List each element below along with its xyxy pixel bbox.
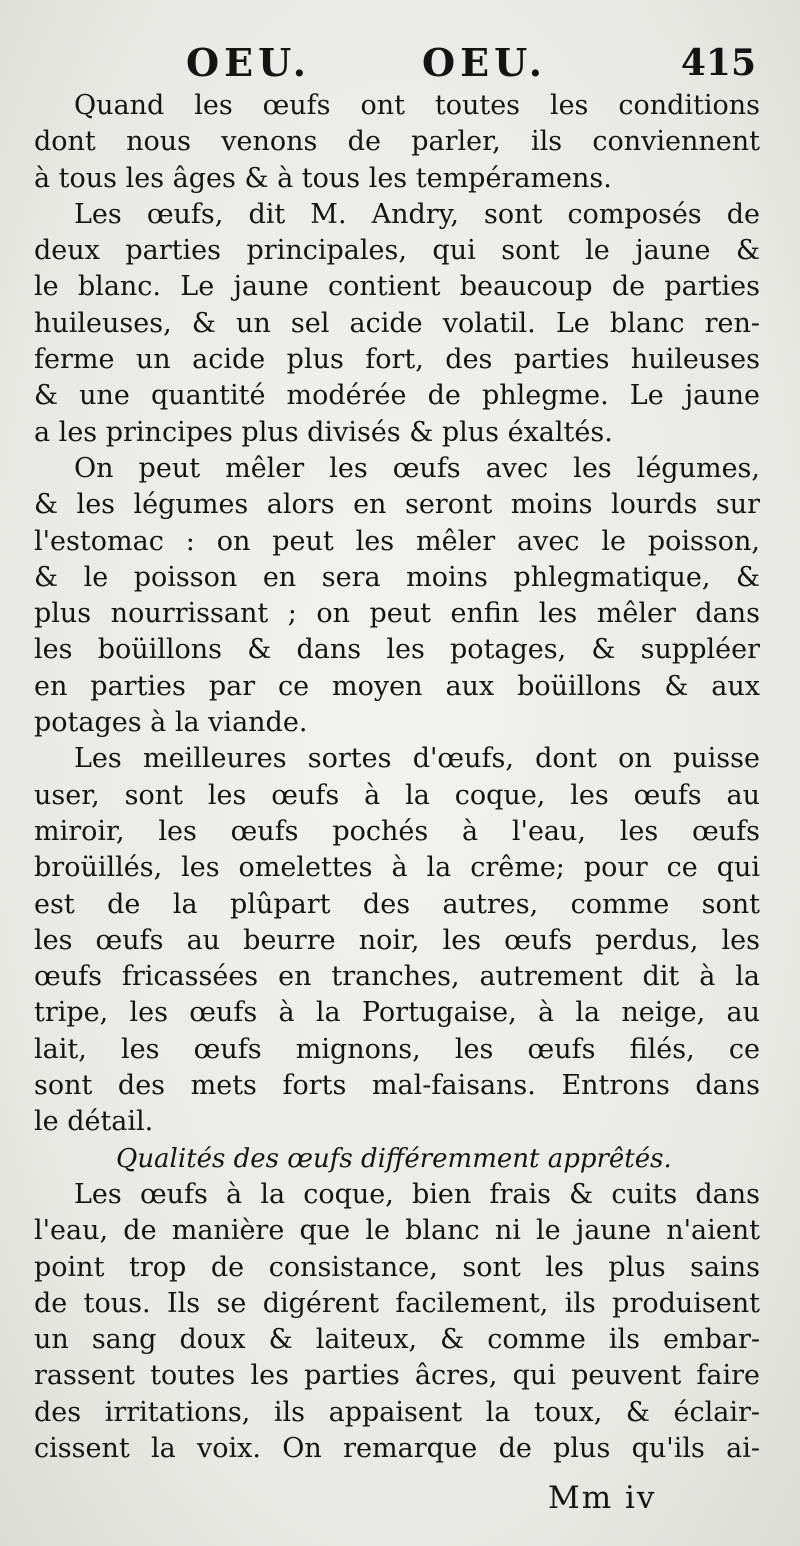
text-line: point trop de consistance, sont les plus sains (34, 1251, 760, 1283)
text-line: tripe, les œufs à la Portugaise, à la neige, au (34, 997, 760, 1029)
running-header (0, 40, 800, 92)
text-line: les boüillons & dans les potages, & suppléer (34, 634, 760, 666)
text-line: de tous. Ils se digérent facilement, ils produisent (34, 1287, 760, 1319)
text-line: dont nous venons de parler, ils conviennent (34, 126, 760, 158)
text-line: On peut mêler les œufs avec les légumes, (74, 452, 760, 484)
text-line: plus nourrissant ; on peut enfin les mêler dans (34, 598, 760, 630)
text-line: user, sont les œufs à la coque, les œufs au (34, 779, 760, 811)
text-line: Quand les œufs ont toutes les conditions (74, 90, 760, 121)
text-line: l'estomac : on peut les mêler avec le poisson, (34, 525, 760, 557)
text-line: & les légumes alors en seront moins lourds sur (34, 489, 760, 521)
text-line: broüillés, les omelettes à la crême; pour ce qui (34, 852, 760, 884)
header-word-right: OEU. (422, 40, 547, 85)
text-line: & le poisson en sera moins phlegmatique, & (34, 561, 760, 593)
text-line: à tous les âges & à tous les tempéramens. (34, 162, 612, 194)
text-line: en parties par ce moyen aux boüillons & aux (34, 670, 760, 702)
section-subheading: Qualités des œufs différemment apprêtés. (116, 1143, 672, 1174)
text-line: rassent toutes les parties âcres, qui peuvent faire (34, 1360, 760, 1392)
text-line: œufs fricassées en tranches, autrement dit à la (34, 961, 760, 993)
text-line: miroir, les œufs pochés à l'eau, les œufs (34, 815, 760, 847)
text-line: l'eau, de manière que le blanc ni le jaune n'aient (34, 1215, 760, 1247)
text-line: Les meilleures sortes d'œufs, dont on puisse (74, 743, 760, 775)
text-line: Les œufs, dit M. Andry, sont composés de (74, 198, 760, 230)
header-word-left: OEU. (186, 40, 311, 85)
text-line: sont des mets forts mal-faisans. Entrons dans (34, 1070, 760, 1102)
text-line: un sang doux & laiteux, & comme ils embar- (34, 1324, 760, 1356)
signature-mark: Mm iv (548, 1480, 657, 1516)
text-line: des irritations, ils appaisent la toux, & éclair- (34, 1396, 760, 1428)
text-line: est de la plûpart des autres, comme sont (34, 888, 760, 920)
page-number: 415 (680, 42, 756, 84)
text-line: le détail. (34, 1106, 154, 1138)
text-line: cissent la voix. On remarque de plus qu'ils ai- (34, 1432, 760, 1464)
text-line: potages à la viande. (34, 707, 308, 739)
text-line: lait, les œufs mignons, les œufs filés, ce (34, 1033, 760, 1065)
text-line: les œufs au beurre noir, les œufs perdus, les (34, 924, 760, 956)
text-line: huileuses, & un sel acide volatil. Le blanc ren- (34, 307, 760, 339)
text-line: & une quantité modérée de phlegme. Le jaune (34, 380, 760, 412)
text-line: Les œufs à la coque, bien frais & cuits dans (74, 1178, 760, 1210)
text-line: ferme un acide plus fort, des parties huileuses (34, 344, 760, 376)
body-text (34, 88, 760, 1467)
text-line: le blanc. Le jaune contient beaucoup de parties (34, 271, 760, 303)
text-line: a les principes plus divisés & plus éxaltés. (34, 416, 613, 448)
text-line: deux parties principales, qui sont le jaune & (34, 235, 760, 267)
